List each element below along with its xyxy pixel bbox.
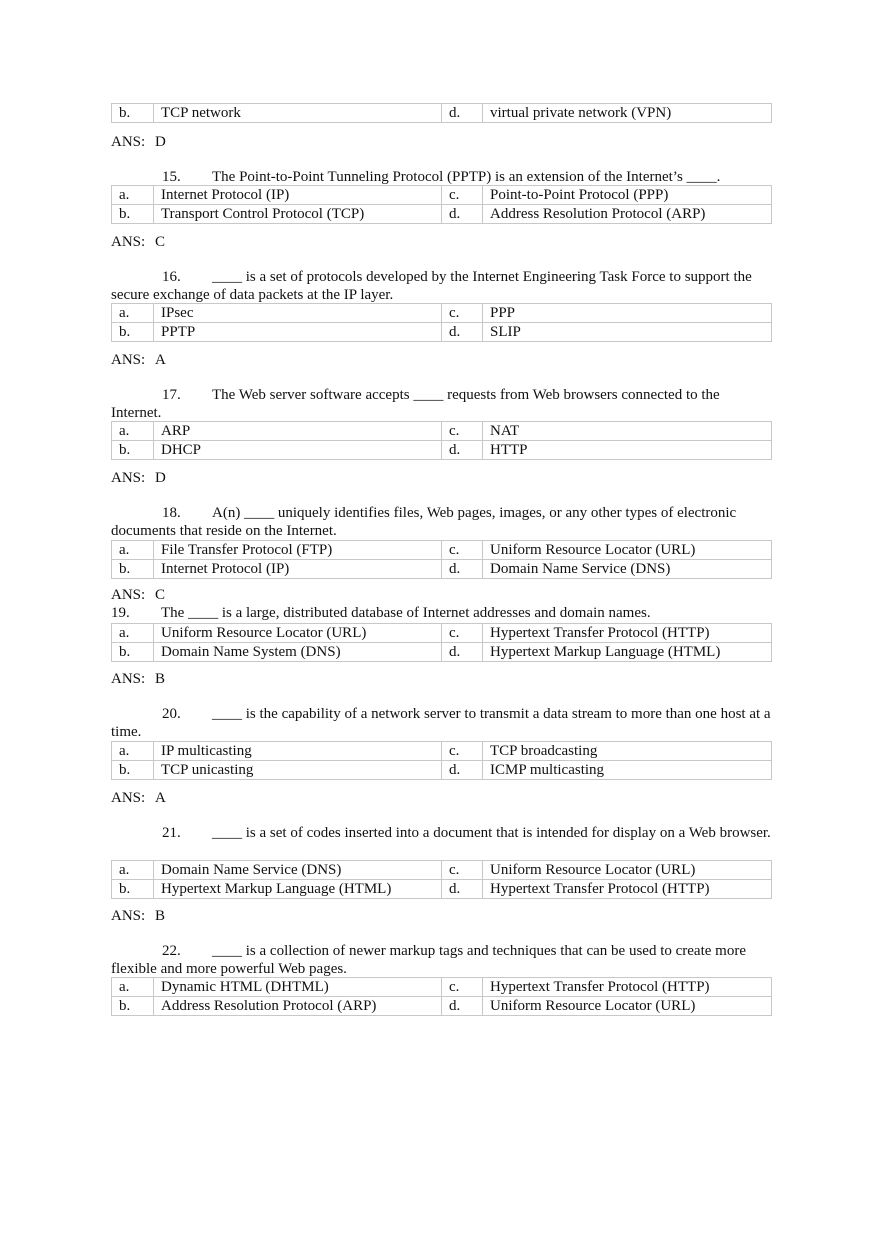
question-text: ____ is a set of codes inserted into a document that is intended for display on a Web browser. — [212, 825, 771, 841]
option-text: ICMP multicasting — [483, 761, 772, 780]
question-text: ____ is a set of protocols developed by the Internet Engineering Task Force to support the secure exchange of data packets at the IP layer. — [111, 269, 752, 303]
options-table — [111, 860, 772, 899]
option-text: Internet Protocol (IP) — [154, 186, 442, 205]
question-number: 17. — [162, 387, 181, 403]
option-letter: b. — [112, 761, 154, 780]
answer-label: ANS: — [111, 790, 146, 806]
option-letter: c. — [442, 541, 483, 560]
question-number: 16. — [162, 269, 181, 285]
question-17 — [111, 386, 771, 422]
option-letter: b. — [112, 104, 154, 123]
option-row — [112, 541, 772, 560]
option-text: HTTP — [483, 441, 772, 460]
option-row — [112, 323, 772, 342]
answer-value: B — [155, 671, 166, 687]
option-text: TCP unicasting — [154, 761, 442, 780]
option-text: Domain Name Service (DNS) — [483, 560, 772, 579]
option-letter: d. — [442, 104, 483, 123]
answer-value: D — [155, 470, 166, 486]
option-text: File Transfer Protocol (FTP) — [154, 541, 442, 560]
question-text: The ____ is a large, distributed database of Internet addresses and domain names. — [161, 605, 651, 621]
option-row — [112, 643, 772, 662]
question-20 — [111, 705, 771, 741]
question-text: The Web server software accepts ____ requests from Web browsers connected to the Internet. — [111, 387, 720, 421]
option-text: TCP network — [154, 104, 442, 123]
option-text: Dynamic HTML (DHTML) — [154, 978, 442, 997]
option-letter: a. — [112, 742, 154, 761]
question-number: 22. — [162, 943, 181, 959]
option-text: PPP — [483, 304, 772, 323]
option-text: SLIP — [483, 323, 772, 342]
answer-label: ANS: — [111, 134, 146, 150]
option-text: Hypertext Transfer Protocol (HTTP) — [483, 978, 772, 997]
options-table — [111, 623, 772, 662]
option-letter: d. — [442, 560, 483, 579]
option-letter: d. — [442, 323, 483, 342]
answer-line — [111, 233, 771, 251]
option-row — [112, 861, 772, 880]
option-text: IPsec — [154, 304, 442, 323]
option-row — [112, 761, 772, 780]
answer-value: B — [155, 908, 166, 924]
question-text: A(n) ____ uniquely identifies files, Web pages, images, or any other types of electronic documents that reside on the Internet. — [111, 505, 737, 539]
option-letter: b. — [112, 205, 154, 224]
question-number: 21. — [162, 825, 181, 841]
option-text: Address Resolution Protocol (ARP) — [483, 205, 772, 224]
option-letter: c. — [442, 624, 483, 643]
option-text: Internet Protocol (IP) — [154, 560, 442, 579]
options-table — [111, 977, 772, 1016]
option-text: Domain Name Service (DNS) — [154, 861, 442, 880]
option-letter: a. — [112, 422, 154, 441]
option-letter: a. — [112, 186, 154, 205]
option-letter: d. — [442, 761, 483, 780]
option-letter: b. — [112, 880, 154, 899]
option-letter: b. — [112, 643, 154, 662]
option-text: TCP broadcasting — [483, 742, 772, 761]
question-text: ____ is a collection of newer markup tags and techniques that can be used to create more flexible and more powerful Web pages. — [111, 943, 746, 977]
option-row — [112, 441, 772, 460]
option-row — [112, 104, 772, 123]
answer-label: ANS: — [111, 470, 146, 486]
question-19 — [111, 604, 771, 622]
option-text: Uniform Resource Locator (URL) — [483, 997, 772, 1016]
option-row — [112, 624, 772, 643]
option-letter: d. — [442, 205, 483, 224]
option-letter: d. — [442, 997, 483, 1016]
option-text: Uniform Resource Locator (URL) — [154, 624, 442, 643]
answer-line — [111, 586, 771, 604]
option-letter: a. — [112, 541, 154, 560]
options-table — [111, 421, 772, 460]
option-letter: c. — [442, 304, 483, 323]
option-text: Uniform Resource Locator (URL) — [483, 541, 772, 560]
option-letter: d. — [442, 880, 483, 899]
question-22 — [111, 942, 771, 978]
question-number: 20. — [162, 706, 181, 722]
question-number: 19. — [111, 605, 130, 621]
answer-line — [111, 351, 771, 369]
options-table — [111, 741, 772, 780]
option-letter: d. — [442, 441, 483, 460]
answer-value: A — [155, 790, 166, 806]
option-row — [112, 422, 772, 441]
answer-line — [111, 469, 771, 487]
option-row — [112, 978, 772, 997]
answer-line — [111, 133, 771, 151]
option-letter: d. — [442, 643, 483, 662]
option-text: Domain Name System (DNS) — [154, 643, 442, 662]
option-row — [112, 186, 772, 205]
option-text: IP multicasting — [154, 742, 442, 761]
option-text: Transport Control Protocol (TCP) — [154, 205, 442, 224]
option-letter: c. — [442, 186, 483, 205]
option-letter: b. — [112, 560, 154, 579]
answer-label: ANS: — [111, 671, 146, 687]
option-letter: a. — [112, 978, 154, 997]
option-text: PPTP — [154, 323, 442, 342]
option-letter: b. — [112, 323, 154, 342]
answer-label: ANS: — [111, 587, 146, 603]
option-text: DHCP — [154, 441, 442, 460]
option-text: Address Resolution Protocol (ARP) — [154, 997, 442, 1016]
question-number: 18. — [162, 505, 181, 521]
option-text: Hypertext Markup Language (HTML) — [154, 880, 442, 899]
option-text: Hypertext Markup Language (HTML) — [483, 643, 772, 662]
option-text: NAT — [483, 422, 772, 441]
option-row — [112, 997, 772, 1016]
option-letter: a. — [112, 304, 154, 323]
options-table — [111, 185, 772, 224]
answer-line — [111, 670, 771, 688]
option-text: Hypertext Transfer Protocol (HTTP) — [483, 880, 772, 899]
option-letter: b. — [112, 997, 154, 1016]
option-text: ARP — [154, 422, 442, 441]
question-21 — [111, 824, 771, 842]
option-letter: c. — [442, 861, 483, 880]
option-letter: c. — [442, 978, 483, 997]
options-table — [111, 303, 772, 342]
answer-line — [111, 907, 771, 925]
question-16 — [111, 268, 771, 304]
option-letter: a. — [112, 624, 154, 643]
option-row — [112, 304, 772, 323]
option-row — [112, 560, 772, 579]
question-text: ____ is the capability of a network server to transmit a data stream to more than one host at a time. — [111, 706, 771, 740]
question-15 — [111, 168, 771, 186]
options-table — [111, 103, 772, 123]
option-row — [112, 880, 772, 899]
option-row — [112, 742, 772, 761]
option-letter: c. — [442, 742, 483, 761]
answer-label: ANS: — [111, 352, 146, 368]
option-text: Point-to-Point Protocol (PPP) — [483, 186, 772, 205]
options-table — [111, 540, 772, 579]
answer-line — [111, 789, 771, 807]
answer-value: D — [155, 134, 166, 150]
answer-label: ANS: — [111, 234, 146, 250]
option-text: virtual private network (VPN) — [483, 104, 772, 123]
answer-label: ANS: — [111, 908, 146, 924]
answer-value: C — [155, 587, 166, 603]
answer-value: A — [155, 352, 166, 368]
option-letter: c. — [442, 422, 483, 441]
option-letter: b. — [112, 441, 154, 460]
question-number: 15. — [162, 169, 181, 185]
question-18 — [111, 504, 771, 540]
option-row — [112, 205, 772, 224]
answer-value: C — [155, 234, 166, 250]
option-text: Hypertext Transfer Protocol (HTTP) — [483, 624, 772, 643]
option-text: Uniform Resource Locator (URL) — [483, 861, 772, 880]
question-text: The Point-to-Point Tunneling Protocol (PPTP) is an extension of the Internet’s ____. — [212, 169, 721, 185]
option-letter: a. — [112, 861, 154, 880]
